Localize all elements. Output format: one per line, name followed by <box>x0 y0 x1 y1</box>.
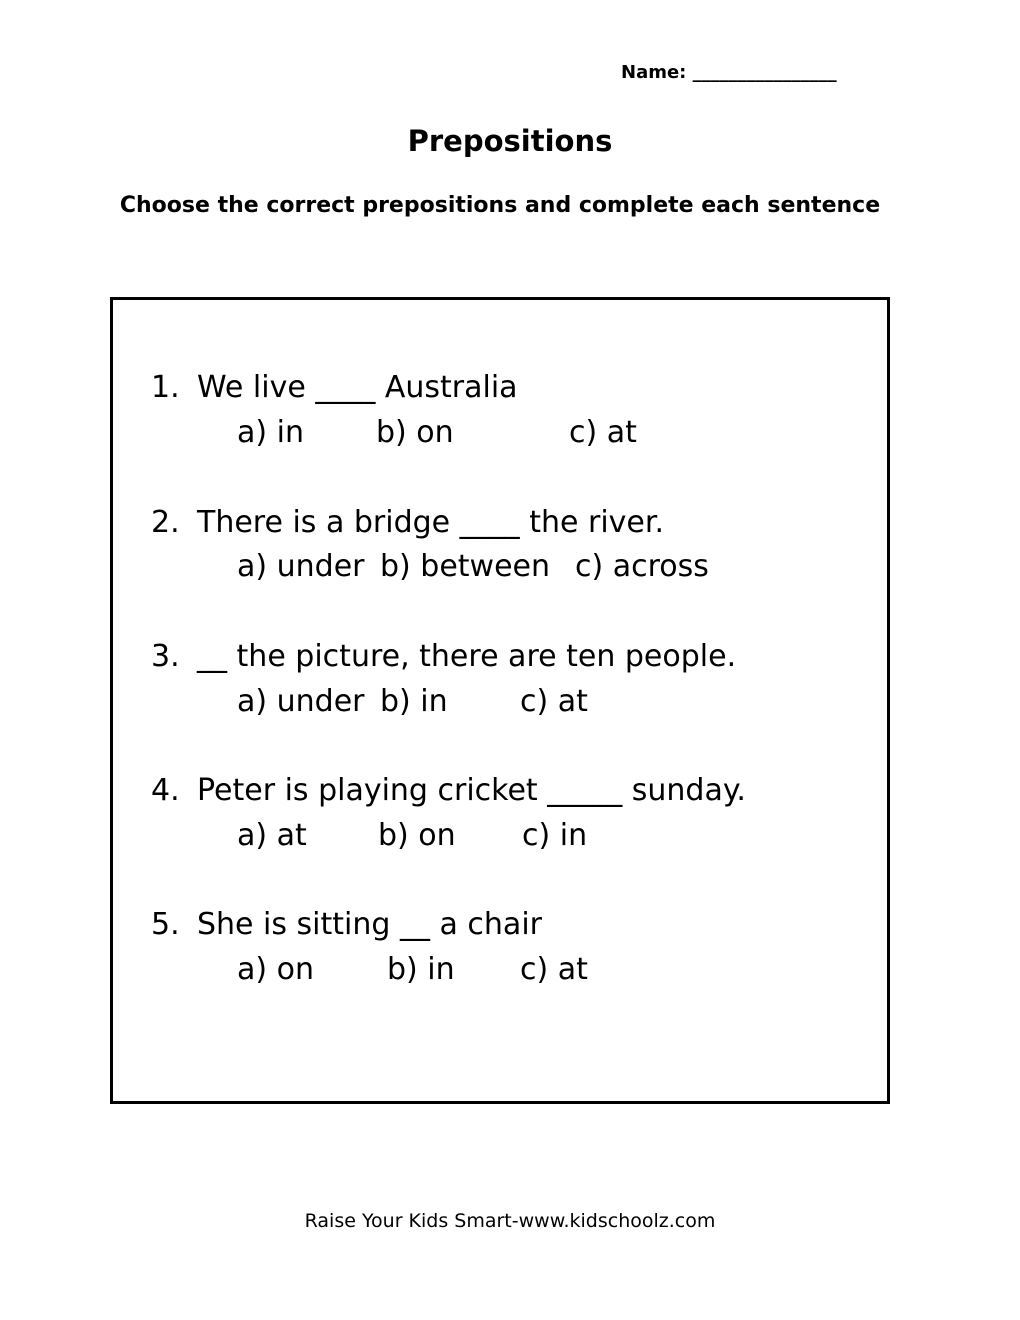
question-number: 5. <box>151 907 180 942</box>
option-c: c) at <box>520 952 588 987</box>
option-a: a) at <box>237 818 307 853</box>
question-text: She is sitting __ a chair <box>197 907 542 942</box>
question-number: 3. <box>151 639 180 674</box>
question-number: 2. <box>151 505 180 540</box>
footer-credit: Raise Your Kids Smart-www.kidschoolz.com <box>304 1210 716 1232</box>
question-text: We live ____ Australia <box>197 370 518 405</box>
question-number: 1. <box>151 370 180 405</box>
option-a: a) in <box>237 415 304 450</box>
question-5 <box>151 907 542 942</box>
option-a: a) under <box>237 684 365 719</box>
question-4 <box>151 773 746 808</box>
option-b: b) in <box>387 952 455 987</box>
question-text: There is a bridge ____ the river. <box>197 505 664 540</box>
question-text: __ the picture, there are ten people. <box>197 639 737 674</box>
question-number: 4. <box>151 773 180 808</box>
option-b: b) between <box>380 549 551 584</box>
option-c: c) at <box>520 684 588 719</box>
option-c: c) across <box>575 549 709 584</box>
option-c: c) in <box>522 818 588 853</box>
instructions: Choose the correct prepositions and complete each sentence <box>119 193 881 218</box>
option-c: c) at <box>569 415 637 450</box>
option-b: b) on <box>378 818 456 853</box>
option-b: b) in <box>380 684 448 719</box>
option-a: a) under <box>237 549 365 584</box>
page-title: Prepositions <box>407 124 613 158</box>
question-2 <box>151 505 664 540</box>
option-a: a) on <box>237 952 314 987</box>
question-3 <box>151 639 736 674</box>
option-b: b) on <box>376 415 454 450</box>
name-field-label: Name: ________________ <box>621 62 837 83</box>
question-1 <box>151 370 518 405</box>
question-box <box>110 297 890 1104</box>
question-text: Peter is playing cricket _____ sunday. <box>197 773 746 808</box>
